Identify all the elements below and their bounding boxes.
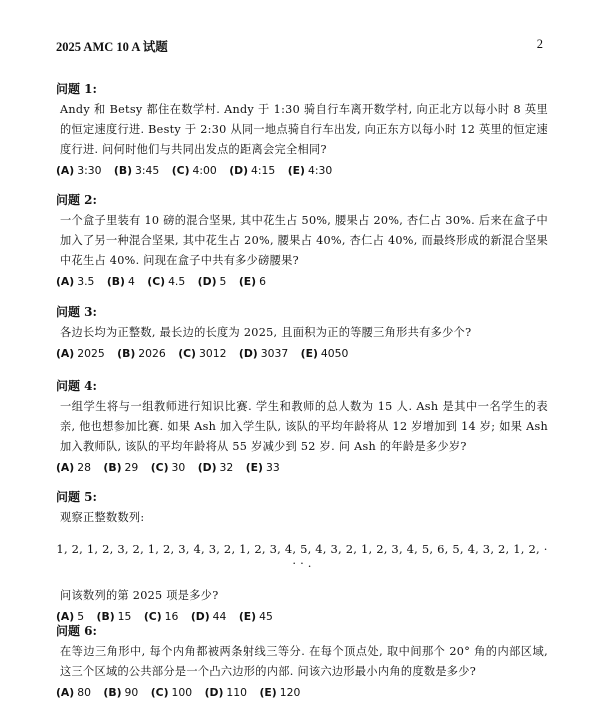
problem-title: 问题 6: (56, 624, 97, 638)
problem-1 (56, 82, 548, 179)
choice-c: (C) 4.5 (147, 275, 186, 288)
problem-3 (56, 305, 548, 362)
problem-5 (56, 490, 548, 625)
answer-choices (56, 163, 548, 179)
problem-text: 观察正整数数列: (60, 511, 145, 524)
choice-c: (C) 16 (143, 610, 179, 623)
choice-b: (B) 4 (106, 275, 135, 288)
problem-text: 各边长均为正整数, 最长边的长度为 2025, 且面积为正的等腰三角形共有多少个? (60, 326, 472, 339)
choice-b: (B) 3:45 (113, 164, 160, 177)
choice-b: (B) 15 (96, 610, 132, 623)
answer-choices (56, 346, 548, 362)
header-title: 2025 AMC 10 A 试题 (56, 40, 168, 54)
problem-text: 在等边三角形中, 每个内角都被两条射线三等分. 在每个顶点处, 取中间那个 20° 角的内部区域, 这三个区域的公共部分是一个凸六边形的内部. 问该六边形最小内角的度数是多少? (60, 645, 548, 678)
problem-title: 问题 3: (56, 305, 97, 319)
answer-choices (56, 609, 548, 625)
choice-a: (A) 2025 (56, 347, 105, 360)
choice-a: (A) 80 (56, 686, 91, 699)
problem-title: 问题 2: (56, 193, 97, 207)
choice-d: (D) 3037 (238, 347, 289, 360)
choice-d: (D) 32 (197, 461, 234, 474)
problem-2 (56, 193, 548, 290)
choice-a: (A) 3:30 (56, 164, 102, 177)
choice-c: (C) 4:00 (171, 164, 217, 177)
choice-c: (C) 100 (150, 686, 193, 699)
problem-title: 问题 5: (56, 490, 97, 504)
page-header (56, 37, 543, 55)
page-number: 2 (536, 37, 543, 51)
problem-4 (56, 379, 548, 476)
problem-6 (56, 624, 548, 701)
choice-e: (E) 6 (238, 275, 266, 288)
answer-choices (56, 274, 548, 290)
choice-d: (D) 110 (204, 686, 248, 699)
choice-e: (E) 4:30 (287, 164, 333, 177)
choice-e: (E) 4050 (300, 347, 349, 360)
problem-text: Andy 和 Betsy 都住在数学村. Andy 于 1:30 骑自行车离开数学村, 向正北方以每小时 8 英里的恒定速度行进. Besty 于 2:30 从同一地点骑自行车出发, 向正东方以每小时 12 英里的恒定速度行进. 问何时他们与共同出发点的距离会完全相同? (60, 103, 548, 156)
choice-e: (E) 33 (245, 461, 280, 474)
choice-b: (B) 29 (103, 461, 139, 474)
problem-text: 一个盒子里装有 10 磅的混合坚果, 其中花生占 50%, 腰果占 20%, 杏仁占 30%. 后来在盒子中加入了另一种混合坚果, 其中花生占 20%, 腰果占 40%, 杏仁占 40%, 而最终形成的新混合坚果中花生占 40%. 问现在盒子中共有多少磅腰果? (60, 214, 548, 267)
answer-choices (56, 460, 548, 476)
choice-d: (D) 5 (197, 275, 227, 288)
number-sequence: 1, 2, 1, 2, 3, 2, 1, 2, 3, 4, 3, 2, 1, 2, 3, 4, 5, 4, 3, 2, 1, 2, 3, 4, 5, 6, 5, 4, 3, 2, 1, 2, · · · . (56, 542, 548, 570)
choice-b: (B) 2026 (117, 347, 166, 360)
choice-b: (B) 90 (103, 686, 139, 699)
choice-d: (D) 4:15 (229, 164, 276, 177)
choice-e: (E) 120 (259, 686, 301, 699)
choice-d: (D) 44 (190, 610, 227, 623)
problem-title: 问题 4: (56, 379, 97, 393)
problem-text: 一组学生将与一组教师进行知识比赛. 学生和教师的总人数为 15 人. Ash 是其中一名学生的表亲, 他也想参加比赛. 如果 Ash 加入学生队, 该队的平均年龄将从 12 岁增加到 14 岁; 如果 Ash 加入教师队, 该队的平均年龄将从 55 岁减少到 52 岁. 问 Ash 的年龄是多少岁? (60, 400, 548, 453)
problem-title: 问题 1: (56, 82, 97, 96)
answer-choices (56, 685, 548, 701)
choice-c: (C) 3012 (178, 347, 227, 360)
choice-a: (A) 28 (56, 461, 91, 474)
choice-a: (A) 5 (56, 610, 85, 623)
choice-c: (C) 30 (150, 461, 186, 474)
problem-question: 问该数列的第 2025 项是多少? (60, 589, 219, 602)
choice-a: (A) 3.5 (56, 275, 95, 288)
choice-e: (E) 45 (238, 610, 273, 623)
